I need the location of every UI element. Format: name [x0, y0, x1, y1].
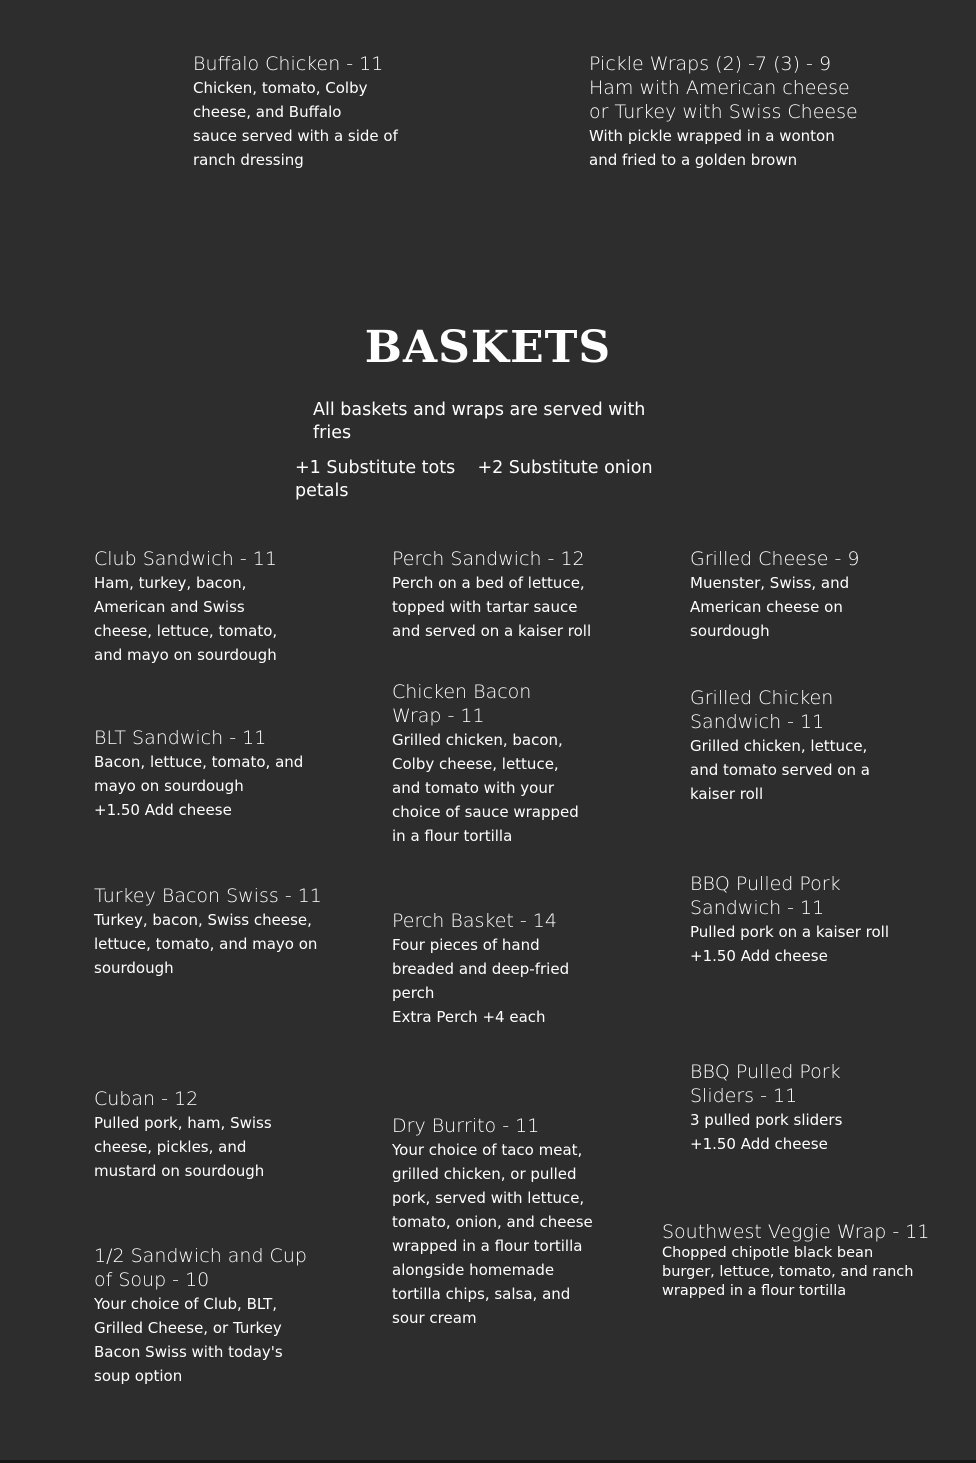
menu-item-description: Grilled chicken, bacon, Colby cheese, lettuce, and tomato with your choice of sauce wrapped in a flour tortilla	[392, 731, 579, 845]
menu-item-bbq-pulled-pork-sandwich	[690, 872, 930, 968]
menu-item-cuban	[94, 1087, 324, 1183]
menu-item-description: Chicken, tomato, Colby cheese, and Buffalo sauce served with a side of ranch dressing	[193, 79, 398, 169]
menu-item-grilled-cheese	[690, 547, 920, 643]
substitutes-note: +1 Substitute tots +2 Substitute onion petals	[295, 458, 653, 501]
menu-item-chicken-bacon-wrap	[392, 680, 622, 848]
menu-item-half-sandwich-soup	[94, 1244, 334, 1388]
menu-item-description: Pulled pork on a kaiser roll +1.50 Add cheese	[690, 923, 889, 965]
menu-item-name: Cuban - 12	[94, 1088, 199, 1110]
menu-item-description: Turkey, bacon, Swiss cheese, lettuce, tomato, and mayo on sourdough	[94, 911, 318, 977]
menu-item-name: Buffalo Chicken - 11	[193, 53, 384, 75]
menu-item-bbq-pulled-pork-sliders	[690, 1060, 920, 1156]
menu-item-name: BBQ Pulled Pork Sliders - 11	[690, 1061, 841, 1107]
menu-item-name: BLT Sandwich - 11	[94, 727, 267, 749]
menu-item-description: Your choice of Club, BLT, Grilled Cheese, or Turkey Bacon Swiss with today's soup option	[94, 1295, 283, 1385]
menu-item-description: Pulled pork, ham, Swiss cheese, pickles, and mustard on sourdough	[94, 1114, 272, 1180]
menu-item-name: Grilled Chicken Sandwich - 11	[690, 687, 834, 733]
menu-item-description: Four pieces of hand breaded and deep-fried perch Extra Perch +4 each	[392, 936, 570, 1026]
menu-item-name: Perch Sandwich - 12	[392, 548, 585, 570]
menu-item-name: Dry Burrito - 11	[392, 1115, 540, 1137]
menu-item-name: BBQ Pulled Pork Sandwich - 11	[690, 873, 841, 919]
menu-item-name: Perch Basket - 14	[392, 910, 557, 932]
menu-item-club-sandwich	[94, 547, 324, 667]
menu-item-description: 3 pulled pork sliders +1.50 Add cheese	[690, 1111, 843, 1153]
menu-item-name: Club Sandwich - 11	[94, 548, 277, 570]
menu-item-description: Chopped chipotle black bean burger, lettuce, tomato, and ranch wrapped in a flour tortilla	[662, 1245, 914, 1299]
menu-item-name: Pickle Wraps (2) -7 (3) - 9 Ham with American cheese or Turkey with Swiss Cheese	[589, 53, 858, 123]
menu-item-blt-sandwich	[94, 726, 334, 822]
menu-item-name: 1/2 Sandwich and Cup of Soup - 10	[94, 1245, 307, 1291]
menu-item-description: With pickle wrapped in a wonton and fried to a golden brown	[589, 127, 835, 169]
served-with-note: All baskets and wraps are served with fries	[313, 400, 646, 443]
menu-item-dry-burrito	[392, 1114, 632, 1330]
menu-item-name: Turkey Bacon Swiss - 11	[94, 885, 322, 907]
menu-item-buffalo-chicken	[193, 52, 453, 172]
menu-item-pickle-wraps	[589, 52, 909, 172]
menu-item-turkey-bacon-swiss	[94, 884, 344, 980]
menu-item-perch-basket	[392, 909, 622, 1029]
menu-item-description: Muenster, Swiss, and American cheese on sourdough	[690, 574, 850, 640]
section-title: BASKETS	[364, 322, 612, 373]
menu-item-description: Your choice of taco meat, grilled chicken, or pulled pork, served with lettuce, tomato, onion, and cheese wrapped in a flour tortilla alongside homemade tortilla chips, salsa, and sour cream	[392, 1141, 593, 1327]
menu-item-perch-sandwich	[392, 547, 622, 643]
menu-item-southwest-veggie-wrap	[662, 1220, 962, 1301]
menu-item-name: Southwest Veggie Wrap - 11	[662, 1221, 930, 1243]
menu-item-description: Perch on a bed of lettuce, topped with tartar sauce and served on a kaiser roll	[392, 574, 592, 640]
menu-item-grilled-chicken-sandwich	[690, 686, 920, 806]
menu-item-description: Grilled chicken, lettuce, and tomato served on a kaiser roll	[690, 737, 870, 803]
menu-item-description: Ham, turkey, bacon, American and Swiss cheese, lettuce, tomato, and mayo on sourdough	[94, 574, 278, 664]
menu-item-description: Bacon, lettuce, tomato, and mayo on sourdough +1.50 Add cheese	[94, 753, 304, 819]
menu-item-name: Chicken Bacon Wrap - 11	[392, 681, 532, 727]
menu-item-name: Grilled Cheese - 9	[690, 548, 860, 570]
